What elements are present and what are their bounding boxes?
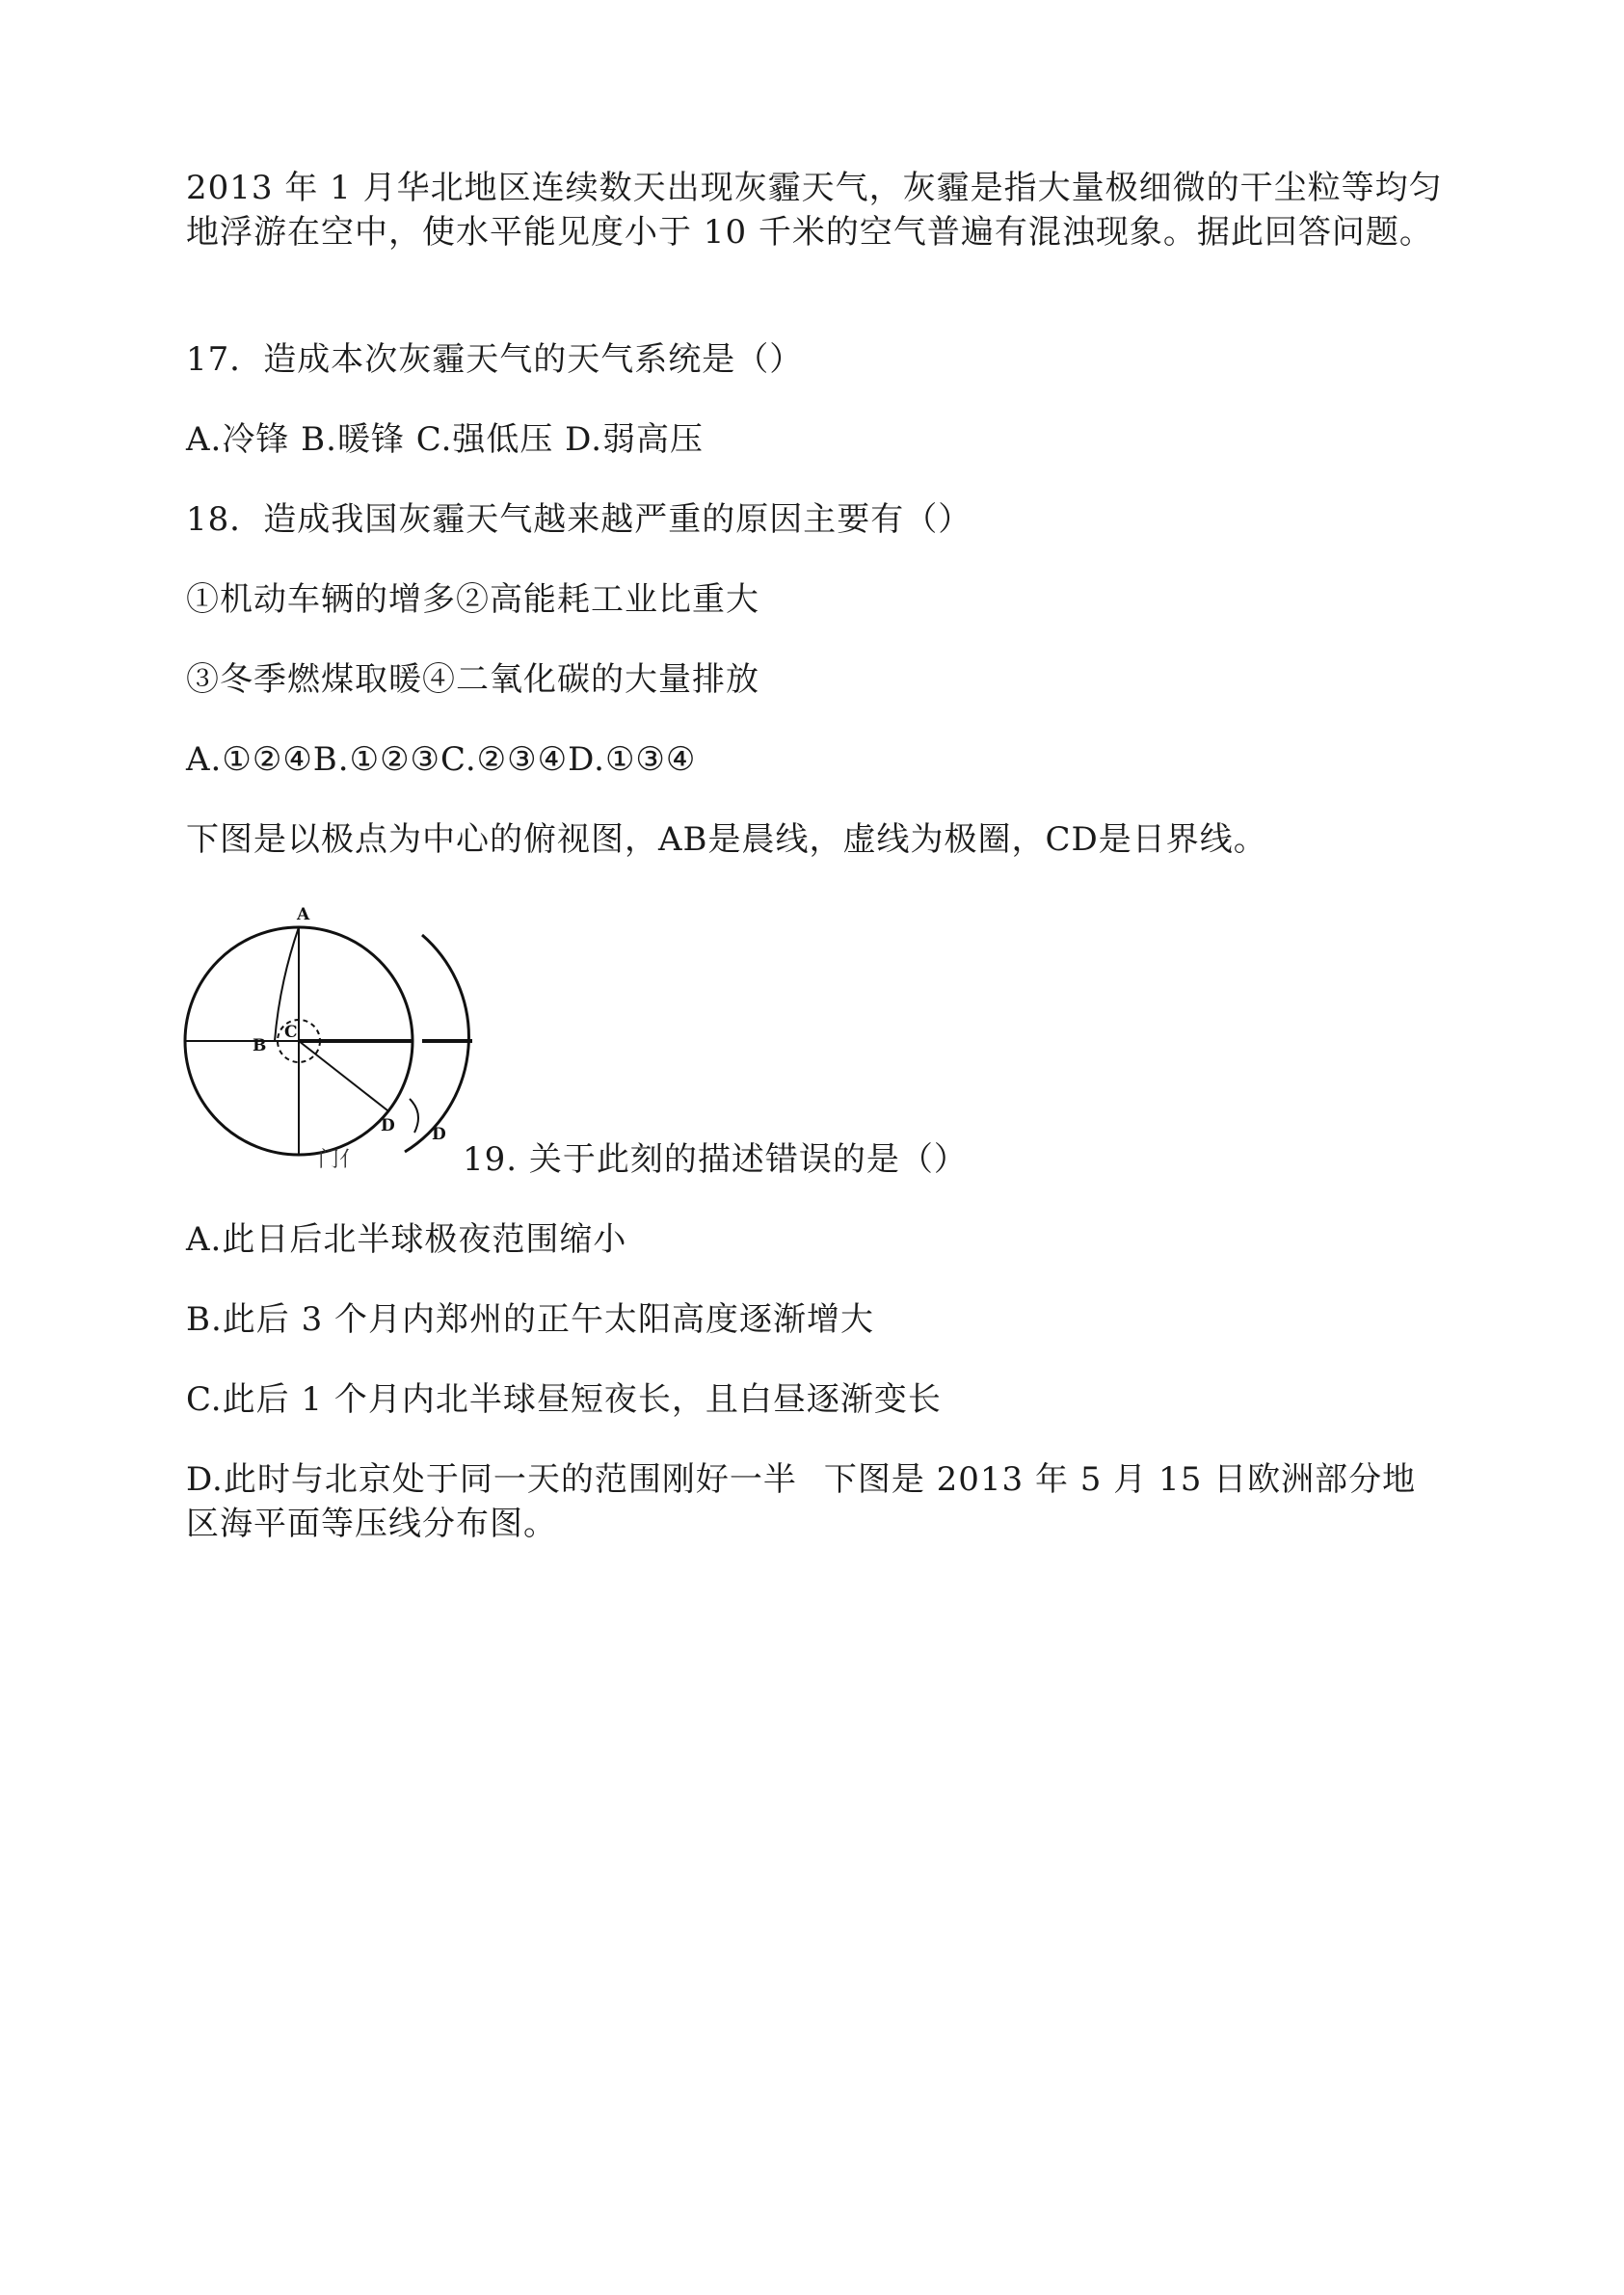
question-17-stem: 17．造成本次灰霾天气的天气系统是（）	[186, 340, 804, 379]
question-19-stem: 19. 关于此刻的描述错误的是（）	[463, 1140, 968, 1179]
question-18-items-line-2: ③冬季燃煤取暖④二氧化碳的大量排放	[186, 660, 759, 699]
outer-arc	[405, 935, 468, 1152]
question-19-option-d-block	[186, 1457, 1449, 1546]
question-19-option-d: D.此时与北京处于同一天的范围刚好一半	[186, 1460, 797, 1499]
question-19-option-a: A.此日后北半球极夜范围缩小	[186, 1220, 627, 1259]
date-line-cd	[299, 1041, 387, 1110]
small-outer-arc	[410, 1099, 418, 1133]
next-figure-intro: 下图是 2013 年 5 月 15 日欧洲部分地区海平面等压线分布图。	[186, 1460, 1417, 1543]
label-b: B	[253, 1036, 267, 1055]
label-d-inner: D	[381, 1116, 395, 1135]
question-19-option-c: C.此后 1 个月内北半球昼短夜长，且白昼逐渐变长	[186, 1380, 942, 1419]
question-19-option-b: B.此后 3 个月内郑州的正午太阳高度逐渐增大	[186, 1300, 875, 1339]
label-c: C	[284, 1023, 298, 1042]
caption-fragment: 门亻	[318, 1148, 361, 1172]
polar-view-diagram	[183, 896, 482, 1186]
label-d-outer: D	[432, 1125, 446, 1144]
question-18-options: A.①②④B.①②③C.②③④D.①③④	[186, 740, 697, 779]
figure-intro: 下图是以极点为中心的俯视图，AB是晨线，虚线为极圈，CD是日界线。	[186, 820, 1267, 859]
question-17-options: A.冷锋 B.暖锋 C.强低压 D.弱高压	[186, 420, 705, 459]
question-18-stem: 18．造成我国灰霾天气越来越严重的原因主要有（）	[186, 500, 972, 539]
intro-paragraph: 2013 年 1 月华北地区连续数天出现灰霾天气，灰霾是指大量极细微的干尘粒等均匀地浮游在空中，使水平能见度小于 10 千米的空气普遍有混浊现象。据此回答问题。	[186, 169, 1443, 252]
question-18-items-line-1: ①机动车辆的增多②高能耗工业比重大	[186, 580, 759, 619]
polar-view-svg	[183, 896, 482, 1186]
label-a: A	[297, 905, 310, 924]
